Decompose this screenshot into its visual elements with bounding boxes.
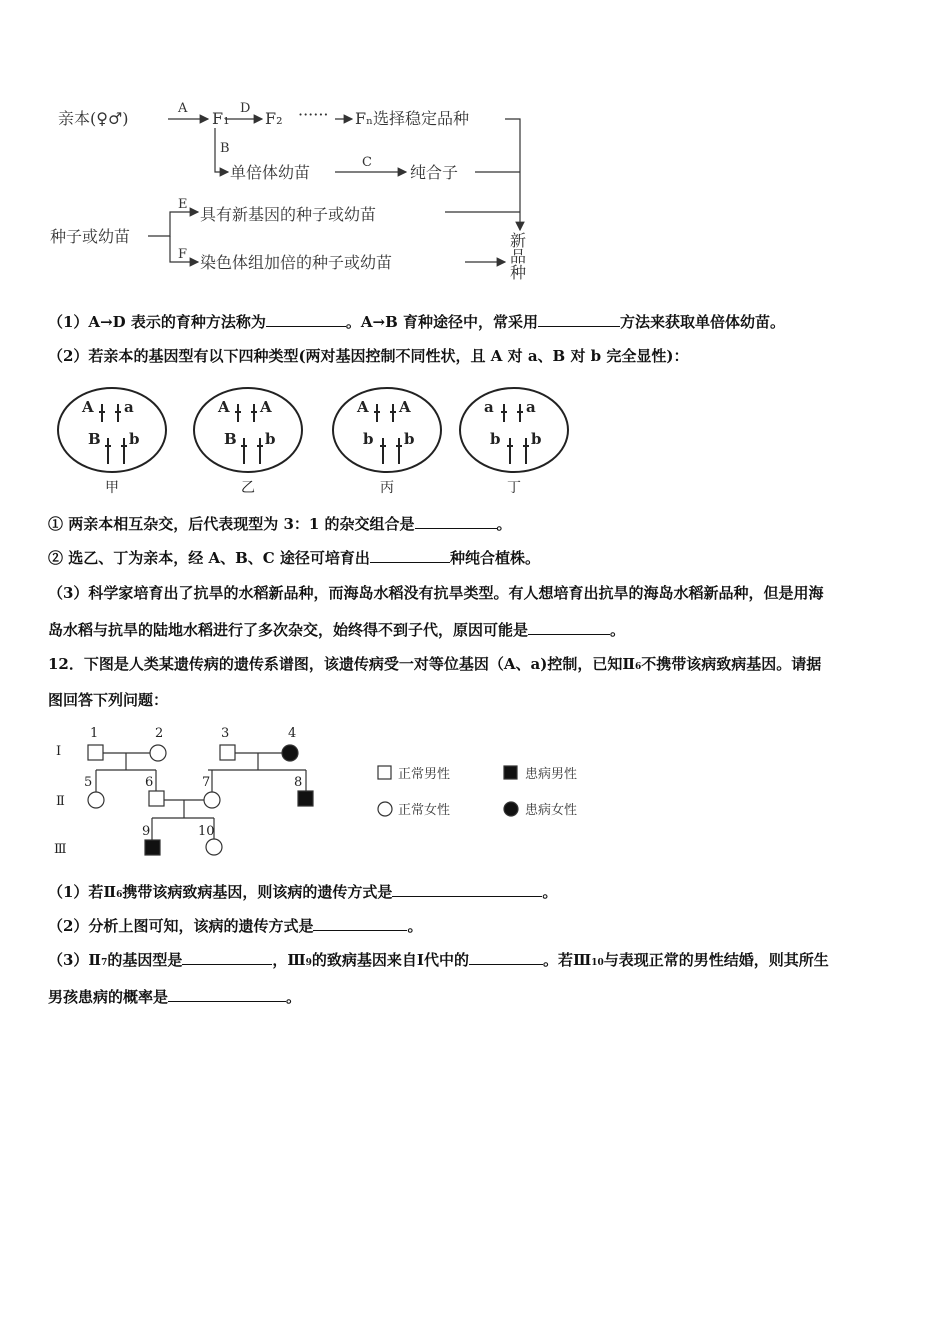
pq3-blank-3[interactable] (168, 987, 286, 1002)
cells-diagram (52, 386, 592, 498)
parent-label: 亲本(♀♂) (58, 109, 129, 128)
legend-affected-female-label: 患病女性 (525, 803, 578, 818)
pq1-line: （1）若Ⅱ6携带该病致病基因，则该病的遗传方式是 。 (48, 883, 558, 901)
individual-6-normal-male (149, 791, 164, 806)
num-3: 3 (221, 726, 230, 741)
new-gene-label: 具有新基因的种子或幼苗 (200, 205, 377, 224)
individual-9-affected-male (145, 840, 160, 855)
num-5: 5 (84, 775, 93, 790)
cell-label: 乙 (241, 480, 255, 496)
q12-line-1: 12．下图是人类某遗传病的遗传系谱图，该遗传病受一对等位基因（A、a)控制，已知Ⅱ6不携带该病致病基因。请据 (48, 655, 822, 673)
gene-bottom-left: b (363, 430, 374, 448)
pq3-line-1: （3）Ⅱ7的基因型是 ，Ⅲ9的致病基因来自Ⅰ代中的 。若Ⅲ10与表现正常的男性结婚，则其所生 (48, 951, 829, 969)
num-10: 10 (198, 824, 215, 839)
q3-blank[interactable] (528, 620, 610, 635)
pq3-blank-2[interactable] (469, 950, 543, 965)
new-variety-char-1: 新 (510, 231, 527, 250)
q1-blank-2[interactable] (538, 312, 620, 327)
individual-2-normal-female (150, 745, 166, 761)
gen-label-3: Ⅲ (54, 842, 67, 857)
gene-top-right: a (526, 398, 536, 416)
gene-bottom-right: b (265, 430, 276, 448)
gene-top-right: a (124, 398, 134, 416)
legend-normal-female-label: 正常女性 (398, 803, 451, 818)
gene-top-left: A (218, 398, 230, 416)
cell-4 (460, 388, 568, 496)
individual-5-normal-female (88, 792, 104, 808)
gene-top-right: A (399, 398, 411, 416)
breeding-diagram (50, 90, 550, 290)
individual-8-affected-male (298, 791, 313, 806)
doubled-label: 染色体组加倍的种子或幼苗 (200, 253, 393, 272)
q3-line-1: （3）科学家培育出了抗旱的水稻新品种，而海岛水稻没有抗旱类型。有人想培育出抗旱的海岛水稻新品种，但是用海 (48, 584, 824, 602)
gene-top-left: A (82, 398, 94, 416)
dots-label: ······ (298, 105, 329, 124)
individual-3-normal-male (220, 745, 235, 760)
fn-label: Fₙ选择稳定品种 (355, 109, 470, 128)
haploid-label: 单倍体幼苗 (230, 163, 311, 182)
new-variety-char-2: 品 (510, 247, 527, 266)
legend-affected-female-icon (504, 802, 518, 816)
new-variety-char-3: 种 (510, 263, 527, 282)
num-1: 1 (90, 726, 99, 741)
num-8: 8 (294, 775, 303, 790)
cell-3 (333, 388, 441, 496)
pq1-blank[interactable] (392, 882, 542, 897)
q2-1-line: ① 两亲本相互杂交，后代表现型为 3：1 的杂交组合是 。 (48, 515, 512, 533)
cell-1 (58, 388, 166, 496)
legend-affected-male-icon (504, 766, 517, 779)
gene-bottom-left: B (88, 430, 101, 448)
q1-line: （1）A→D 表示的育种方法称为 。A→B 育种途径中，常采用 方法来获取单倍体幼苗。 (48, 313, 785, 331)
gene-top-left: a (484, 398, 494, 416)
arrow-b-label: B (220, 141, 230, 156)
gene-top-right: A (260, 398, 272, 416)
cell-2 (194, 388, 302, 496)
legend-normal-male-label: 正常男性 (398, 767, 451, 782)
arrow-f-label: F (178, 247, 188, 262)
homozygote-label: 纯合子 (410, 163, 459, 182)
pq3-line-2: 男孩患病的概率是 。 (48, 988, 302, 1006)
q3-line-2: 岛水稻与抗旱的陆地水稻进行了多次杂交，始终得不到子代，原因可能是 。 (48, 621, 626, 639)
legend-normal-female-icon (378, 802, 392, 816)
pq2-blank[interactable] (313, 916, 407, 931)
arrow-c-label: C (362, 155, 372, 170)
gene-bottom-right: b (404, 430, 415, 448)
cell-label: 甲 (105, 480, 119, 496)
q12-line-2: 图回答下列问题： (48, 691, 169, 709)
q2-1-blank[interactable] (415, 514, 497, 529)
gen-label-1: Ⅰ (56, 744, 62, 759)
f2-label: F₂ (265, 109, 283, 128)
gene-bottom-right: b (531, 430, 542, 448)
individual-1-normal-male (88, 745, 103, 760)
num-9: 9 (142, 824, 151, 839)
cell-label: 丁 (507, 480, 521, 496)
num-7: 7 (202, 775, 211, 790)
pq2-line: （2）分析上图可知，该病的遗传方式是 。 (48, 917, 423, 935)
arrow-e-label: E (178, 197, 188, 212)
gene-top-left: A (357, 398, 369, 416)
num-2: 2 (155, 726, 164, 741)
legend-normal-male-icon (378, 766, 391, 779)
individual-7-normal-female (204, 792, 220, 808)
q2-2-line: ② 选乙、丁为亲本，经 A、B、C 途径可培育出 种纯合植株。 (48, 549, 540, 567)
pq3-blank-1[interactable] (182, 950, 272, 965)
gene-bottom-right: b (129, 430, 140, 448)
num-6: 6 (145, 775, 154, 790)
arrow-a-label: A (178, 101, 188, 116)
q1-blank-1[interactable] (266, 312, 346, 327)
q2-line: （2）若亲本的基因型有以下四种类型(两对基因控制不同性状，且 A 对 a、B 对 b 完全显性)： (48, 347, 689, 365)
num-4: 4 (288, 726, 297, 741)
gene-bottom-left: B (224, 430, 237, 448)
q2-2-blank[interactable] (370, 548, 450, 563)
cell-label: 丙 (380, 480, 394, 496)
f1-label: F₁ (212, 109, 230, 128)
arrow-d-label: D (240, 101, 251, 116)
legend-affected-male-label: 患病男性 (525, 767, 578, 782)
pedigree-chart (48, 722, 608, 862)
gen-label-2: Ⅱ (56, 794, 65, 809)
seed-label: 种子或幼苗 (50, 227, 131, 246)
individual-10-normal-female (206, 839, 222, 855)
individual-4-affected-female (282, 745, 298, 761)
gene-bottom-left: b (490, 430, 501, 448)
